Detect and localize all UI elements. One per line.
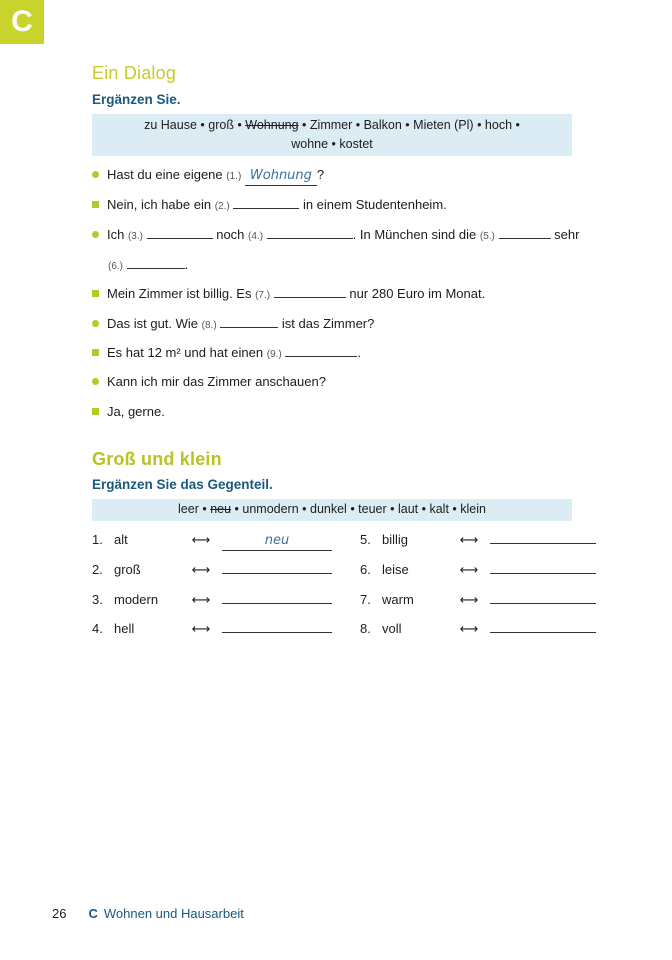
dialog-text: . In München sind die [352, 227, 477, 242]
word: wohne [291, 137, 329, 151]
word: unmodern [242, 502, 299, 516]
answer-blank[interactable] [127, 256, 185, 269]
footer-chapter-letter: C [88, 906, 98, 921]
section-title-dialog: Ein Dialog [92, 63, 177, 83]
dialog-line-1 [92, 166, 592, 186]
item-number: 4. [92, 621, 103, 636]
dialog-line-4 [92, 285, 592, 305]
word-box-line-2: wohne • kostet [291, 137, 373, 151]
dialog-text: . [357, 345, 361, 360]
dialog-text: sehr [554, 227, 580, 242]
gap-number: (4.) [248, 231, 264, 242]
square-bullet-icon [92, 201, 99, 208]
word: Zimmer [309, 118, 353, 132]
word: teuer [358, 502, 387, 516]
dialog-text: in einem Studentenheim. [302, 197, 447, 212]
opposite-item-7 [360, 591, 596, 609]
item-number: 7. [360, 592, 371, 607]
round-bullet-icon [92, 378, 99, 385]
answer-blank[interactable] [490, 591, 596, 604]
opposite-item-4 [92, 620, 332, 638]
answer-blank[interactable] [490, 531, 596, 544]
answer-blank[interactable] [267, 226, 353, 239]
answer-blank[interactable] [222, 620, 332, 633]
word: klein [460, 502, 486, 516]
gap-number: (2.) [214, 201, 230, 212]
answer-blank[interactable] [499, 226, 551, 239]
item-word: hell [114, 621, 135, 636]
opposite-item-8 [360, 620, 596, 638]
double-arrow-icon: ⟷ [191, 592, 211, 607]
instruction-opposites: Ergänzen Sie das Gegenteil. [92, 477, 273, 492]
section-title-gross-klein: Groß und klein [92, 449, 222, 469]
answer-blank[interactable] [222, 591, 332, 604]
item-word: voll [382, 621, 402, 636]
dialog-text: Das ist gut. Wie [107, 316, 199, 331]
word: laut [398, 502, 419, 516]
word: Balkon [363, 118, 402, 132]
dialog-text: Es hat 12 m² und hat einen [107, 345, 264, 360]
answer-blank[interactable] [285, 344, 357, 357]
gap-number: (7.) [255, 290, 271, 301]
dialog-line-3 [92, 226, 592, 246]
word: hoch [484, 118, 513, 132]
gap-number: (8.) [201, 320, 217, 331]
item-word: groß [114, 562, 141, 577]
word: Mieten (Pl) [413, 118, 474, 132]
word-box-line-1: zu Hause • groß • Wohnung • Zimmer • Balkon • Mieten (Pl) • hoch • [144, 118, 520, 132]
word: groß [208, 118, 234, 132]
dialog-line-2 [92, 196, 592, 216]
double-arrow-icon: ⟷ [459, 621, 479, 636]
dialog-text: ist das Zimmer? [281, 316, 375, 331]
dialog-text: nur 280 Euro im Monat. [349, 286, 486, 301]
item-word: billig [382, 532, 409, 547]
double-arrow-icon: ⟷ [191, 562, 211, 577]
gap-number: (6.) [108, 261, 123, 272]
word-box-dialog [92, 114, 572, 156]
instruction-dialog: Ergänzen Sie. [92, 92, 181, 107]
item-word: leise [382, 562, 409, 577]
dialog-line-7 [92, 373, 592, 391]
item-word: warm [382, 592, 414, 607]
item-word: alt [114, 532, 128, 547]
double-arrow-icon: ⟷ [191, 532, 211, 547]
dialog-text: Ja, gerne. [107, 404, 165, 419]
answer-blank[interactable] [274, 285, 346, 298]
dialog-text: Kann ich mir das Zimmer anschauen? [107, 374, 326, 389]
word: dunkel [310, 502, 347, 516]
square-bullet-icon [92, 349, 99, 356]
dialog-line-3-cont [108, 256, 608, 276]
opposite-item-2 [92, 561, 332, 579]
word: leer [178, 502, 199, 516]
dialog-line-5 [92, 315, 592, 335]
item-number: 1. [92, 532, 103, 547]
opposite-item-6 [360, 561, 596, 579]
gap-number: (9.) [266, 349, 282, 360]
page-number: 26 [52, 906, 67, 921]
chapter-tab [0, 0, 44, 44]
double-arrow-icon: ⟷ [459, 562, 479, 577]
square-bullet-icon [92, 408, 99, 415]
word-used: Wohnung [245, 118, 299, 132]
gap-number: (1.) [226, 171, 242, 182]
dialog-text: Mein Zimmer ist billig. Es [107, 286, 252, 301]
answer-handwritten[interactable]: neu [222, 532, 332, 551]
dialog-text: Ich [107, 227, 125, 242]
chapter-letter: C [11, 5, 33, 38]
dialog-text: ? [316, 167, 325, 182]
gap-number: (5.) [479, 231, 495, 242]
round-bullet-icon [92, 231, 99, 238]
answer-blank[interactable] [490, 561, 596, 574]
item-number: 3. [92, 592, 103, 607]
footer-chapter-title: Wohnen und Hausarbeit [103, 906, 244, 921]
dialog-text: Hast du eine eigene [107, 167, 223, 182]
dialog-line-8 [92, 403, 592, 421]
opposite-item-1 [92, 531, 332, 551]
item-word: modern [114, 592, 159, 607]
answer-blank[interactable] [490, 620, 596, 633]
answer-blank[interactable] [233, 196, 299, 209]
answer-blank[interactable] [220, 315, 278, 328]
dialog-text: noch [216, 227, 245, 242]
item-number: 8. [360, 621, 371, 636]
word: kostet [339, 137, 373, 151]
double-arrow-icon: ⟷ [459, 592, 479, 607]
item-number: 6. [360, 562, 371, 577]
dialog-text: . [184, 257, 189, 272]
item-number: 5. [360, 532, 371, 547]
dialog-text: Nein, ich habe ein [107, 197, 212, 212]
word: zu Hause [144, 118, 197, 132]
answer-handwritten[interactable]: Wohnung [245, 167, 317, 186]
word: kalt [429, 502, 449, 516]
answer-blank[interactable] [222, 561, 332, 574]
round-bullet-icon [92, 171, 99, 178]
dialog-line-6 [92, 344, 592, 364]
item-number: 2. [92, 562, 103, 577]
opposite-item-5 [360, 531, 596, 549]
square-bullet-icon [92, 290, 99, 297]
double-arrow-icon: ⟷ [191, 621, 211, 636]
double-arrow-icon: ⟷ [459, 532, 479, 547]
page-footer [52, 906, 244, 921]
opposite-item-3 [92, 591, 332, 609]
answer-blank[interactable] [147, 226, 213, 239]
word-used: neu [210, 502, 232, 516]
round-bullet-icon [92, 320, 99, 327]
word-box-opposites: leer • neu • unmodern • dunkel • teuer • laut • kalt • klein [92, 499, 572, 521]
gap-number: (3.) [127, 231, 143, 242]
